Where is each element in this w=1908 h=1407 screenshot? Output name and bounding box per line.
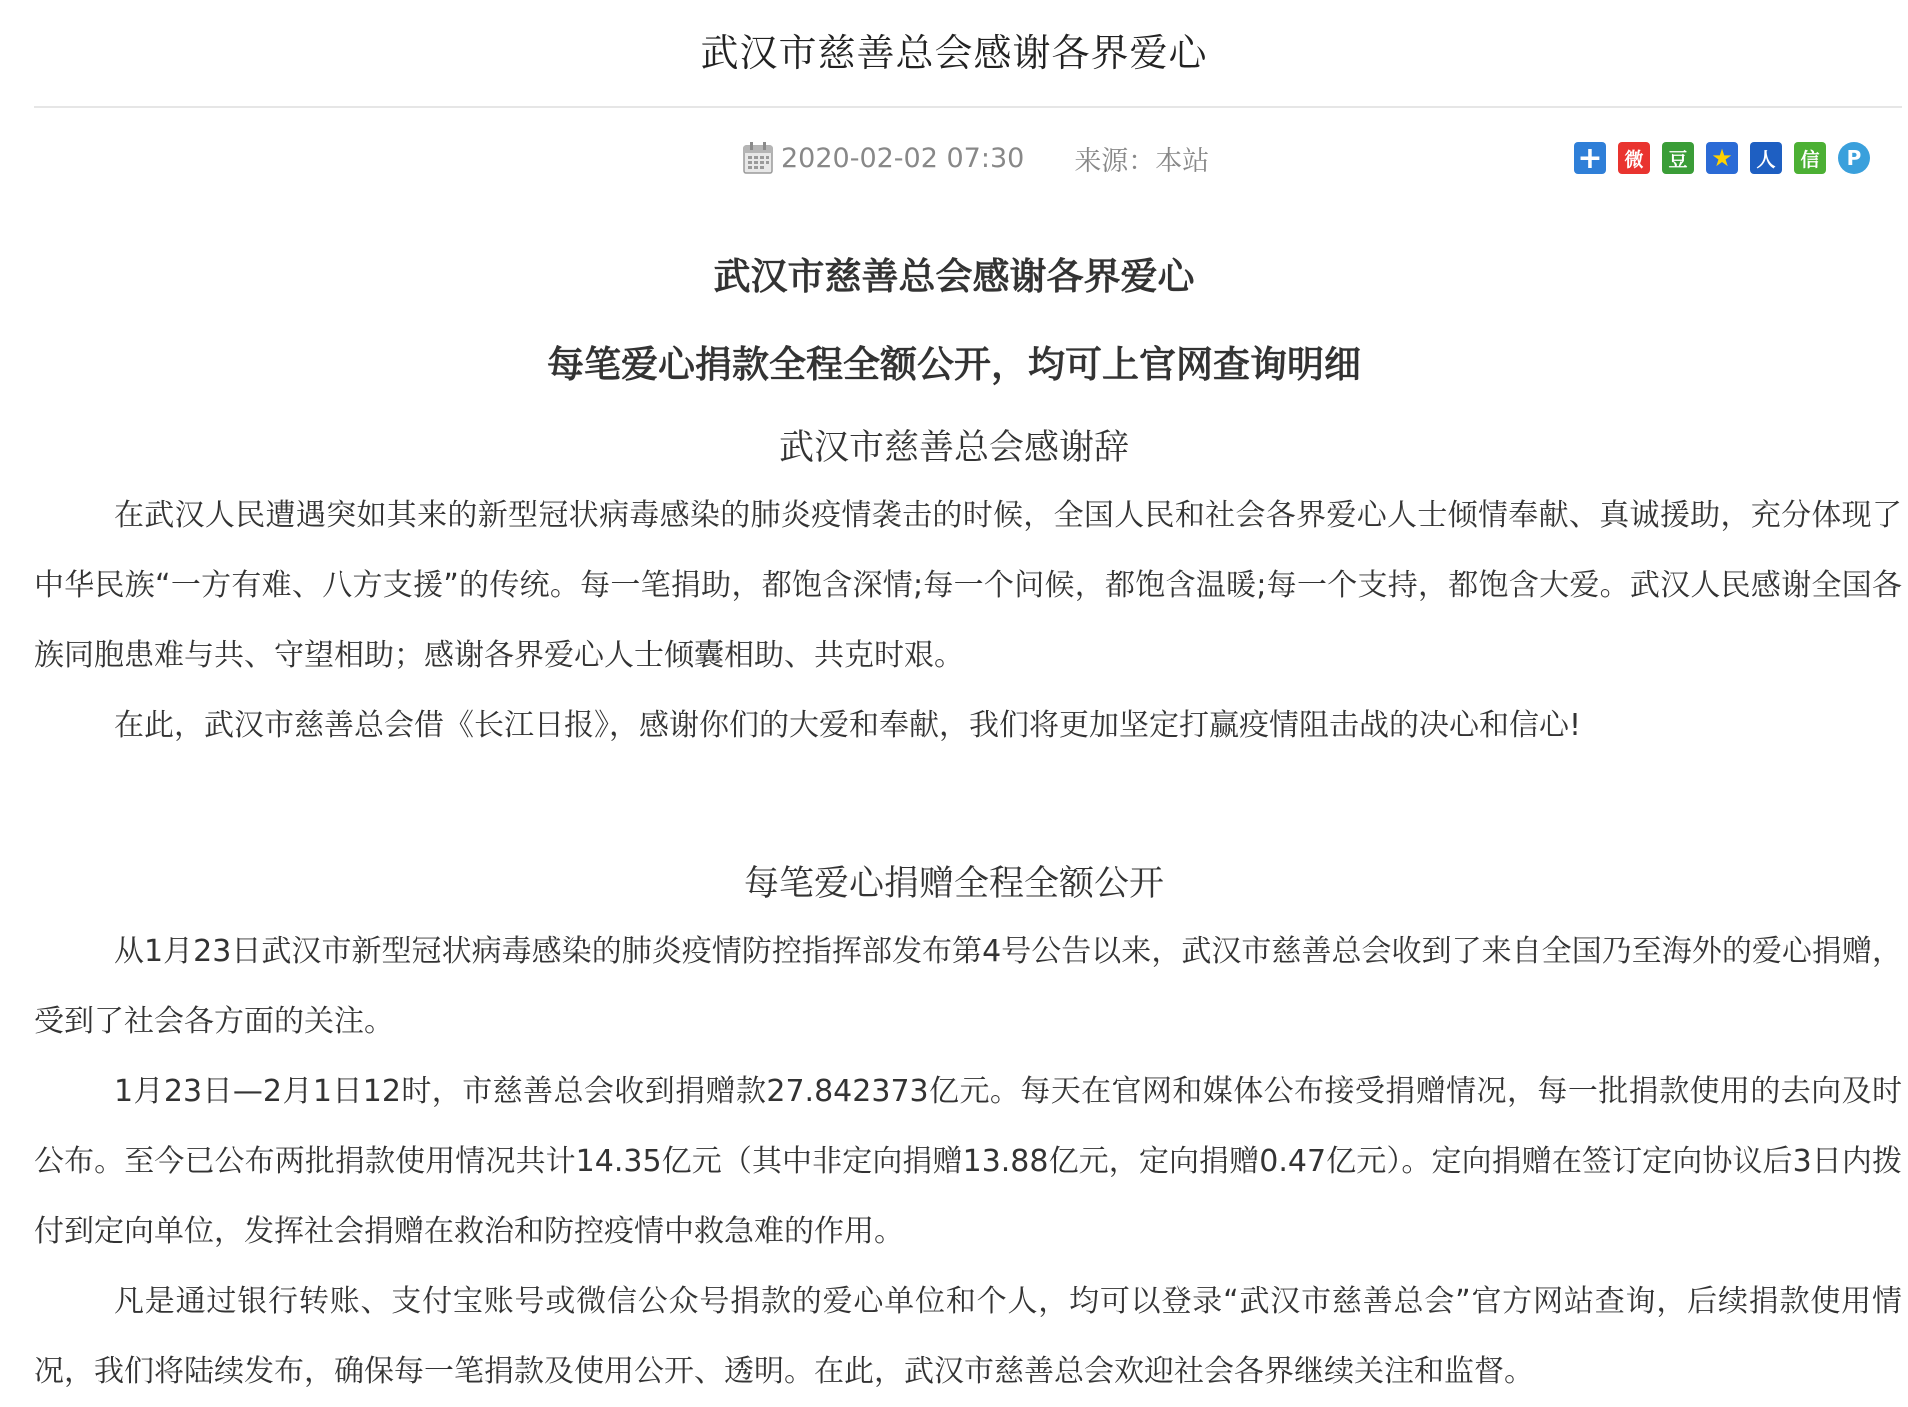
share-renren-icon[interactable]: 人 bbox=[1750, 142, 1782, 174]
paragraph: 在武汉人民遭遇突如其来的新型冠状病毒感染的肺炎疫情袭击的时候，全国人民和社会各界爱心人士倾情奉献、真诚援助，充分体现了中华民族“一方有难、八方支援”的传统。每一笔捐助，都饱含深情;每一个问候，都饱含温暖;每一个支持，都饱含大爱。武汉人民感谢全国各族同胞患难与共、守望相助；感谢各界爱心人士倾囊相助、共克时艰。 bbox=[34, 498, 1902, 673]
title-divider bbox=[34, 106, 1902, 108]
section-title-disclosure: 每笔爱心捐赠全程全额公开 bbox=[743, 864, 1164, 904]
article-subheadline: 每笔爱心捐款全程全额公开，均可上官网查询明细 bbox=[547, 343, 1361, 386]
paragraph: 凡是通过银行转账、支付宝账号或微信公众号捐款的爱心单位和个人，均可以登录“武汉市慈善总会”官方网站查询，后续捐款使用情况，我们将陆续发布，确保每一笔捐款及使用公开、透明。在此，武汉市慈善总会欢迎社会各界继续关注和监督。 bbox=[34, 1284, 1902, 1389]
share-wechat-icon[interactable]: 信 bbox=[1794, 142, 1826, 174]
paragraph: 1月23日—2月1日12时，市慈善总会收到捐赠款27.842373亿元。每天在官网和媒体公布接受捐赠情况，每一批捐款使用的去向及时公布。至今已公布两批捐款使用情况共计14.35亿元（其中非定向捐赠13.88亿元，定向捐赠0.47亿元）。定向捐赠在签订定向协议后3日内拨付到定向单位，发挥社会捐赠在救治和防控疫情中救急难的作用。 bbox=[34, 1074, 1902, 1249]
calendar-icon bbox=[743, 142, 773, 174]
share-qzone-icon[interactable]: ★ bbox=[1706, 142, 1738, 174]
share-more-icon[interactable]: + bbox=[1574, 142, 1606, 174]
page-title: 武汉市慈善总会感谢各界爱心 bbox=[700, 31, 1208, 75]
section-title-thanks: 武汉市慈善总会感谢辞 bbox=[778, 428, 1129, 468]
share-weibo-icon[interactable]: 微 bbox=[1618, 142, 1650, 174]
paragraph: 从1月23日武汉市新型冠状病毒感染的肺炎疫情防控指挥部发布第4号公告以来，武汉市慈善总会收到了来自全国乃至海外的爱心捐赠，受到了社会各方面的关注。 bbox=[34, 934, 1902, 1039]
paragraph: 在此，武汉市慈善总会借《长江日报》，感谢你们的大爱和奉献，我们将更加坚定打赢疫情阻击战的决心和信心! bbox=[114, 708, 1582, 743]
share-douban-icon[interactable]: 豆 bbox=[1662, 142, 1694, 174]
publish-date: 2020-02-02 07:30 bbox=[781, 142, 1025, 174]
article-headline: 武汉市慈善总会感谢各界爱心 bbox=[713, 255, 1195, 298]
share-tieba-icon[interactable]: P bbox=[1838, 142, 1870, 174]
share-bar bbox=[1574, 142, 1870, 174]
meta-info bbox=[743, 138, 1209, 178]
article-source: 来源：本站 bbox=[1074, 145, 1210, 177]
article-meta bbox=[0, 138, 1908, 178]
